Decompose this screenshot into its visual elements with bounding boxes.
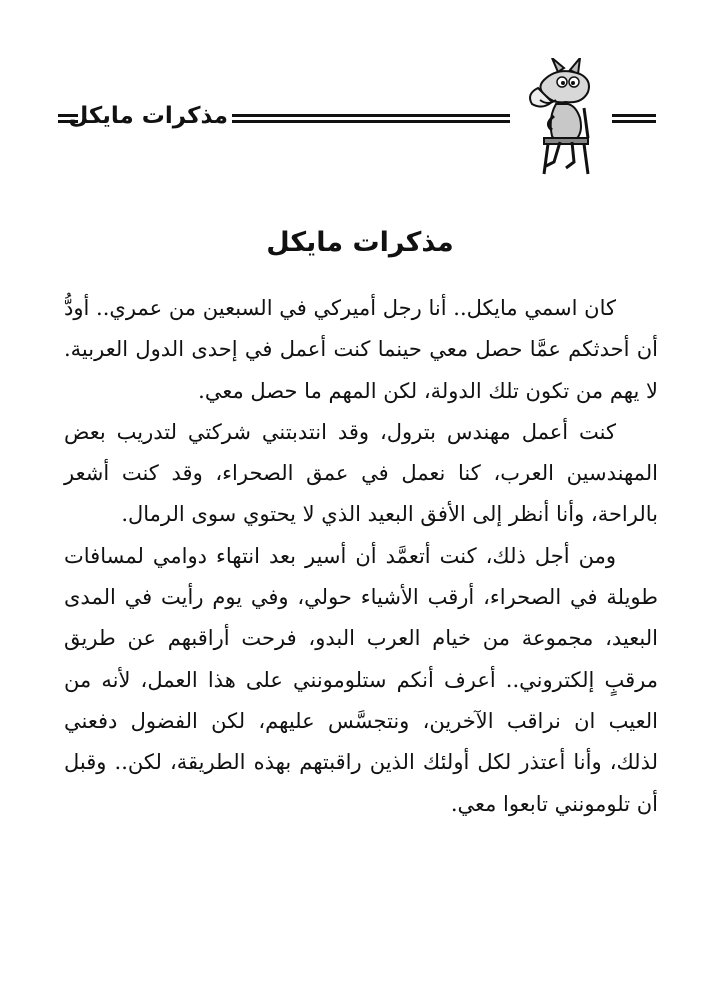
paragraph: كان اسمي مايكل.. أنا رجل أميركي في السبعين من عمري.. أودُّ أن أحدثكم عمَّا حصل معي حينما كنت أعمل في إحدى الدول العربية. لا يهم من تكون تلك الدولة، لكن المهم ما حصل معي. — [64, 296, 658, 403]
running-header — [40, 58, 680, 178]
cartoon-donkey-icon — [518, 58, 608, 176]
running-header-title: مذكرات مايكل — [68, 103, 228, 129]
header-rule-middle — [232, 114, 510, 123]
chapter-title: مذكرات مايكل — [266, 227, 454, 258]
paragraph: ومن أجل ذلك، كنت أتعمَّد أن أسير بعد انتهاء دوامي لمسافات طويلة في الصحراء، أرقب الأشياء حولي، وفي يوم رأيت في المدى البعيد، مجموعة من خيام العرب البدو، فرحت أراقبهم عن طريق مرقبٍ إلكتروني.. أعرف أنكم ستلومونني على هذا العمل، لأنه من العيب ان نراقب الآخرين، ونتجسَّس عليهم، لكن الفضول دفعني لذلك، وأنا أعتذر لكل أولئك الذين راقبتهم بهذه الطريقة، لكن.. وقبل أن تلومونني تابعوا معي. — [64, 543, 658, 816]
header-rule-right — [612, 114, 656, 123]
body-text — [64, 288, 658, 825]
paragraph: كنت أعمل مهندس بترول، وقد انتدبتني شركتي لتدريب بعض المهندسين العرب، كنا نعمل في عمق الصحراء، وقد كنت أشعر بالراحة، وأنا أنظر إلى الأفق البعيد الذي لا يحتوي سوى الرمال. — [64, 419, 658, 527]
